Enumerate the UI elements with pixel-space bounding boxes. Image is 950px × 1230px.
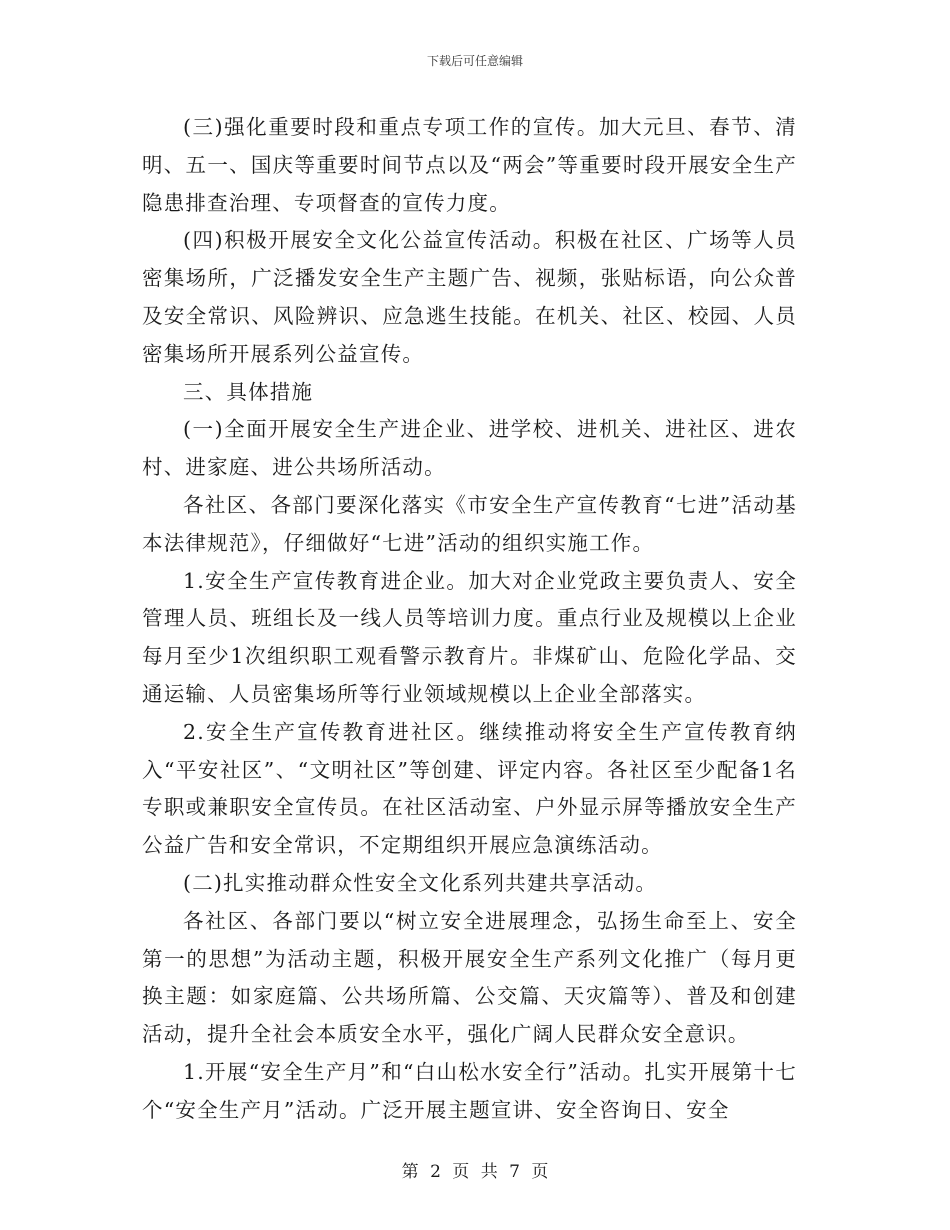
document-body: [142, 109, 797, 1130]
page-number-footer: 第 2 页 共 7 页: [401, 1162, 549, 1182]
paragraph-implementation: 各社区、各部门要深化落实《市安全生产宣传教育“七进”活动基本法律规范》，仔细做好“七进”活动的组织实施工作。: [142, 492, 797, 555]
paragraph-public-welfare-publicity: (四)积极开展安全文化公益宣传活动。积极在社区、广场等人员密集场所，广泛播发安全生产主题广告、视频，张贴标语，向公众普及安全常识、风险辨识、应急逃生技能。在机关、社区、校园、人员密集场所开展系列公益宣传。: [142, 228, 797, 366]
paragraph-seven-entries: (一)全面开展安全生产进企业、进学校、进机关、进社区、进农村、进家庭、进公共场所活动。: [142, 417, 797, 480]
paragraph-into-enterprises: 1.安全生产宣传教育进企业。加大对企业党政主要负责人、安全管理人员、班组长及一线人员等培训力度。重点行业及规模以上企业每月至少1次组织职工观看警示教育片。非煤矿山、危险化学品、交通运输、人员密集场所等行业领域规模以上企业全部落实。: [142, 568, 797, 706]
paragraph-safety-month: 1.开展“安全生产月”和“白山松水安全行”活动。扎实开展第十七个“安全生产月”活动。广泛开展主题宣讲、安全咨询日、安全: [142, 1059, 797, 1122]
paragraph-into-communities: 2.安全生产宣传教育进社区。继续推动将安全生产宣传教育纳入“平安社区”、“文明社区”等创建、评定内容。各社区至少配备1名专职或兼职安全宣传员。在社区活动室、户外显示屏等播放安全生产公益广告和安全常识，不定期组织开展应急演练活动。: [142, 719, 797, 858]
paragraph-mass-activities: (二)扎实推动群众性安全文化系列共建共享活动。: [183, 870, 658, 895]
paragraph-publicity-key-periods: (三)强化重要时段和重点专项工作的宣传。加大元旦、春节、清明、五一、国庆等重要时间节点以及“两会”等重要时段开展安全生产隐患排查治理、专项督查的宣传力度。: [142, 115, 797, 215]
section-heading-specific-measures: 三、具体措施: [183, 379, 314, 404]
paragraph-activity-theme: 各社区、各部门要以“树立安全进展理念，弘扬生命至上、安全第一的思想”为活动主题，积极开展安全生产系列文化推广（每月更换主题：如家庭篇、公共场所篇、公交篇、天灾篇等）、普及和创建活动，提升全社会本质安全水平，强化广阔人民群众安全意识。: [142, 908, 797, 1047]
page-header: 下载后可任意编辑: [426, 54, 523, 68]
